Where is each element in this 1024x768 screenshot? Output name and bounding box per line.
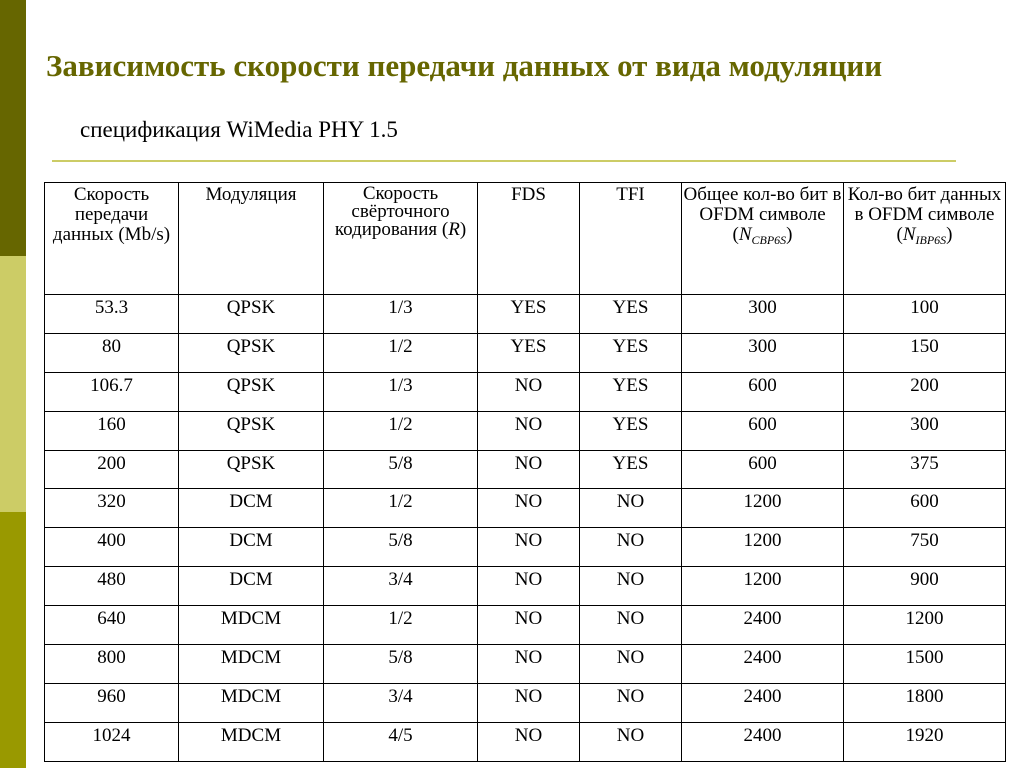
cell-data-bits: 750 bbox=[844, 528, 1006, 567]
cell-rate: 200 bbox=[45, 450, 179, 489]
table-row bbox=[45, 683, 1006, 722]
cell-modulation: MDCM bbox=[179, 645, 324, 684]
cell-total-bits: 1200 bbox=[682, 567, 844, 606]
cell-fds: NO bbox=[478, 645, 580, 684]
cell-data-bits: 375 bbox=[844, 450, 1006, 489]
cell-conv-rate: 1/3 bbox=[324, 295, 478, 334]
table-header-row bbox=[45, 183, 1006, 295]
header-total-bits: Общее кол-во бит в OFDM символе $(N_{CBP6S})$ bbox=[682, 183, 844, 295]
cell-modulation: MDCM bbox=[179, 606, 324, 645]
cell-tfi: NO bbox=[580, 567, 682, 606]
header-conv-rate: Скорость свёрточного кодирования (R) bbox=[324, 183, 478, 295]
cell-tfi: NO bbox=[580, 722, 682, 761]
page-title: Зависимость скорости передачи данных от вида модуляции bbox=[46, 48, 883, 83]
cell-data-bits: 900 bbox=[844, 567, 1006, 606]
cell-fds: YES bbox=[478, 295, 580, 334]
cell-total-bits: 600 bbox=[682, 372, 844, 411]
cell-modulation: QPSK bbox=[179, 333, 324, 372]
cell-modulation: QPSK bbox=[179, 295, 324, 334]
cell-modulation: QPSK bbox=[179, 450, 324, 489]
cell-data-bits: 1800 bbox=[844, 683, 1006, 722]
cell-fds: NO bbox=[478, 411, 580, 450]
side-bar-top bbox=[0, 0, 26, 256]
cell-total-bits: 300 bbox=[682, 295, 844, 334]
cell-conv-rate: 5/8 bbox=[324, 450, 478, 489]
cell-tfi: YES bbox=[580, 295, 682, 334]
table-row bbox=[45, 606, 1006, 645]
side-bar-bottom bbox=[0, 512, 26, 768]
table-row bbox=[45, 645, 1006, 684]
cell-rate: 106.7 bbox=[45, 372, 179, 411]
table-row bbox=[45, 295, 1006, 334]
cell-total-bits: 1200 bbox=[682, 489, 844, 528]
table-row bbox=[45, 450, 1006, 489]
cell-fds: NO bbox=[478, 372, 580, 411]
table-body bbox=[45, 295, 1006, 762]
cell-total-bits: 1200 bbox=[682, 528, 844, 567]
cell-fds: NO bbox=[478, 722, 580, 761]
cell-tfi: NO bbox=[580, 489, 682, 528]
header-data-bits: Кол-во бит данных в OFDM символе $(N_{IBP6S})$ bbox=[844, 183, 1006, 295]
cell-conv-rate: 1/3 bbox=[324, 372, 478, 411]
table-row bbox=[45, 722, 1006, 761]
cell-modulation: QPSK bbox=[179, 372, 324, 411]
table-row bbox=[45, 528, 1006, 567]
cell-conv-rate: 1/2 bbox=[324, 489, 478, 528]
cell-modulation: QPSK bbox=[179, 411, 324, 450]
cell-rate: 400 bbox=[45, 528, 179, 567]
cell-tfi: YES bbox=[580, 411, 682, 450]
table-row bbox=[45, 372, 1006, 411]
cell-modulation: MDCM bbox=[179, 683, 324, 722]
cell-data-bits: 100 bbox=[844, 295, 1006, 334]
cell-rate: 160 bbox=[45, 411, 179, 450]
cell-fds: NO bbox=[478, 567, 580, 606]
cell-modulation: MDCM bbox=[179, 722, 324, 761]
cell-tfi: YES bbox=[580, 450, 682, 489]
cell-fds: NO bbox=[478, 489, 580, 528]
cell-conv-rate: 3/4 bbox=[324, 683, 478, 722]
cell-rate: 480 bbox=[45, 567, 179, 606]
cell-modulation: DCM bbox=[179, 528, 324, 567]
cell-data-bits: 300 bbox=[844, 411, 1006, 450]
cell-rate: 800 bbox=[45, 645, 179, 684]
cell-fds: YES bbox=[478, 333, 580, 372]
cell-total-bits: 2400 bbox=[682, 683, 844, 722]
cell-modulation: DCM bbox=[179, 567, 324, 606]
modulation-table bbox=[44, 182, 1006, 762]
cell-total-bits: 300 bbox=[682, 333, 844, 372]
cell-conv-rate: 1/2 bbox=[324, 411, 478, 450]
cell-fds: NO bbox=[478, 528, 580, 567]
cell-tfi: NO bbox=[580, 683, 682, 722]
cell-rate: 1024 bbox=[45, 722, 179, 761]
cell-modulation: DCM bbox=[179, 489, 324, 528]
cell-data-bits: 1500 bbox=[844, 645, 1006, 684]
header-modulation: Модуляция bbox=[179, 183, 324, 295]
cell-total-bits: 600 bbox=[682, 450, 844, 489]
cell-rate: 80 bbox=[45, 333, 179, 372]
cell-data-bits: 600 bbox=[844, 489, 1006, 528]
cell-conv-rate: 1/2 bbox=[324, 606, 478, 645]
cell-conv-rate: 3/4 bbox=[324, 567, 478, 606]
table-row bbox=[45, 411, 1006, 450]
page-subtitle: спецификация WiMedia PHY 1.5 bbox=[80, 117, 398, 142]
cell-tfi: NO bbox=[580, 645, 682, 684]
table-row bbox=[45, 489, 1006, 528]
cell-tfi: YES bbox=[580, 372, 682, 411]
side-bar-middle bbox=[0, 256, 26, 512]
cell-conv-rate: 5/8 bbox=[324, 645, 478, 684]
cell-total-bits: 2400 bbox=[682, 645, 844, 684]
cell-data-bits: 1200 bbox=[844, 606, 1006, 645]
cell-tfi: YES bbox=[580, 333, 682, 372]
table-row bbox=[45, 333, 1006, 372]
cell-fds: NO bbox=[478, 683, 580, 722]
cell-conv-rate: 4/5 bbox=[324, 722, 478, 761]
cell-total-bits: 600 bbox=[682, 411, 844, 450]
cell-rate: 53.3 bbox=[45, 295, 179, 334]
cell-total-bits: 2400 bbox=[682, 722, 844, 761]
cell-fds: NO bbox=[478, 450, 580, 489]
header-rate: Скорость передачи данных (Mb/s) bbox=[45, 183, 179, 295]
cell-tfi: NO bbox=[580, 528, 682, 567]
cell-data-bits: 200 bbox=[844, 372, 1006, 411]
cell-conv-rate: 5/8 bbox=[324, 528, 478, 567]
cell-fds: NO bbox=[478, 606, 580, 645]
cell-rate: 960 bbox=[45, 683, 179, 722]
table-row bbox=[45, 567, 1006, 606]
cell-rate: 640 bbox=[45, 606, 179, 645]
header-fds: FDS bbox=[478, 183, 580, 295]
divider bbox=[52, 160, 956, 162]
cell-data-bits: 1920 bbox=[844, 722, 1006, 761]
cell-conv-rate: 1/2 bbox=[324, 333, 478, 372]
cell-data-bits: 150 bbox=[844, 333, 1006, 372]
cell-total-bits: 2400 bbox=[682, 606, 844, 645]
cell-rate: 320 bbox=[45, 489, 179, 528]
header-tfi: TFI bbox=[580, 183, 682, 295]
cell-tfi: NO bbox=[580, 606, 682, 645]
